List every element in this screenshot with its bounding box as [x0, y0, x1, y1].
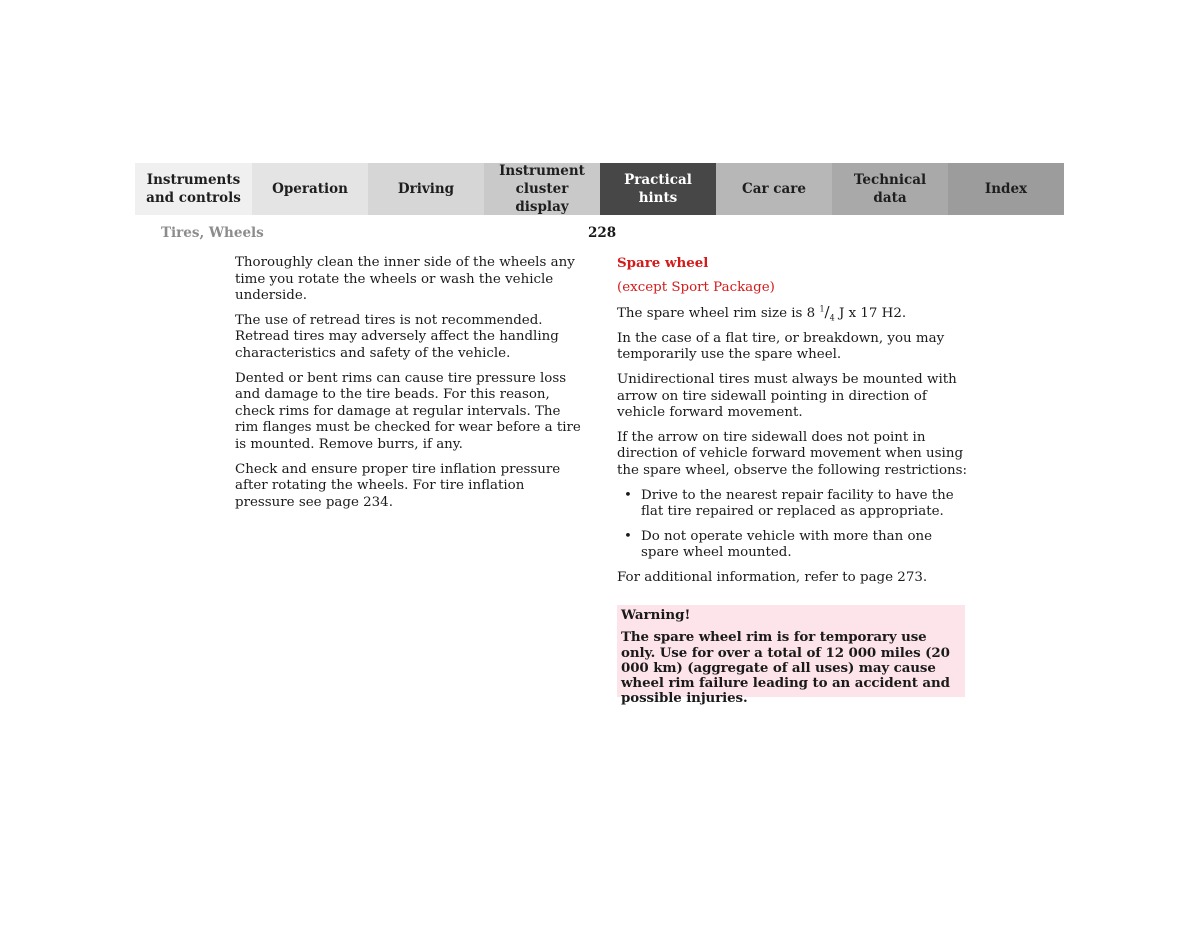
bullet-icon: •	[624, 528, 632, 544]
restrictions-list	[617, 488, 969, 562]
tab-car-care[interactable]	[716, 163, 832, 215]
paragraph-unidirectional-tires: Unidirectional tires must always be mounted with arrow on tire sidewall pointing in direction of vehicle forward movement.	[617, 371, 957, 421]
tab-technical-data[interactable]	[832, 163, 948, 215]
bullet-icon: •	[624, 487, 632, 503]
tab-label: Driving	[397, 181, 455, 197]
tab-index[interactable]	[948, 163, 1064, 215]
spare-wheel-heading: Spare wheel	[617, 255, 709, 271]
page-number: 228	[588, 225, 617, 241]
list-item	[617, 488, 969, 521]
paragraph-additional-info: For additional information, refer to page 273.	[617, 569, 928, 585]
tab-practical-hints[interactable]	[600, 163, 716, 215]
left-column	[235, 255, 585, 519]
rim-size-denominator: 4	[829, 313, 835, 323]
paragraph-inflation-pressure: Check and ensure proper tire inflation pressure after rotating the wheels. For tire inflation pressure see page 234.	[235, 461, 561, 510]
paragraph-arrow-restrictions: If the arrow on tire sidewall does not point in direction of vehicle forward movement when using the spare wheel, observe the following restrictions:	[617, 429, 968, 478]
paragraph-clean-wheels: Thoroughly clean the inner side of the wheels any time you rotate the wheels or wash the vehicle underside.	[235, 255, 575, 304]
list-item	[617, 529, 969, 562]
tab-label: Operation	[272, 181, 348, 197]
warning-title: Warning!	[621, 607, 691, 623]
tab-operation[interactable]	[252, 163, 368, 215]
rim-size-numerator: 1	[819, 304, 825, 314]
tab-label: Car care	[742, 181, 806, 197]
section-title: Tires, Wheels	[161, 225, 264, 241]
rim-size-slash: /	[824, 303, 830, 322]
tab-label: Technical data	[853, 172, 927, 206]
tab-driving[interactable]	[368, 163, 484, 215]
paragraph-flat-tire: In the case of a flat tire, or breakdown, you may temporarily use the spare wheel.	[617, 330, 945, 363]
right-column	[617, 255, 969, 595]
tab-label: Index	[984, 181, 1028, 197]
list-item-text: Drive to the nearest repair facility to have the flat tire repaired or replaced as appropriate.	[641, 487, 954, 520]
tab-label: Practical hints	[624, 172, 692, 206]
warning-box	[617, 605, 965, 707]
rim-size-prefix: The spare wheel rim size is 8	[617, 306, 820, 322]
rim-size-suffix: J x 17 H2.	[834, 306, 907, 322]
paragraph-retread-tires: The use of retread tires is not recommended. Retread tires may adversely affect the handling characteristics and safety of the vehicle.	[235, 312, 559, 361]
paragraph-rim-size	[617, 304, 969, 323]
tab-label: Instrument cluster display	[499, 163, 585, 215]
warning-text: The spare wheel rim is for temporary use only. Use for over a total of 12 000 miles (20 000 km) (aggregate of all uses) may cause wheel rim failure leading to an accident and possible injuries.	[621, 629, 950, 707]
paragraph-dented-rims: Dented or bent rims can cause tire pressure loss and damage to the tire beads. For this reason, check rims for damage at regular intervals. The rim flanges must be checked for wear before a tire is mounted. Remove burrs, if any.	[235, 370, 581, 452]
tab-label: Instruments and controls	[146, 172, 241, 206]
spare-wheel-subheading: (except Sport Package)	[617, 279, 775, 295]
tab-instrument-cluster-display[interactable]	[484, 163, 600, 215]
chapter-tab-bar	[135, 163, 1064, 215]
tab-instruments-and-controls[interactable]	[135, 163, 252, 215]
list-item-text: Do not operate vehicle with more than one spare wheel mounted.	[641, 528, 933, 561]
